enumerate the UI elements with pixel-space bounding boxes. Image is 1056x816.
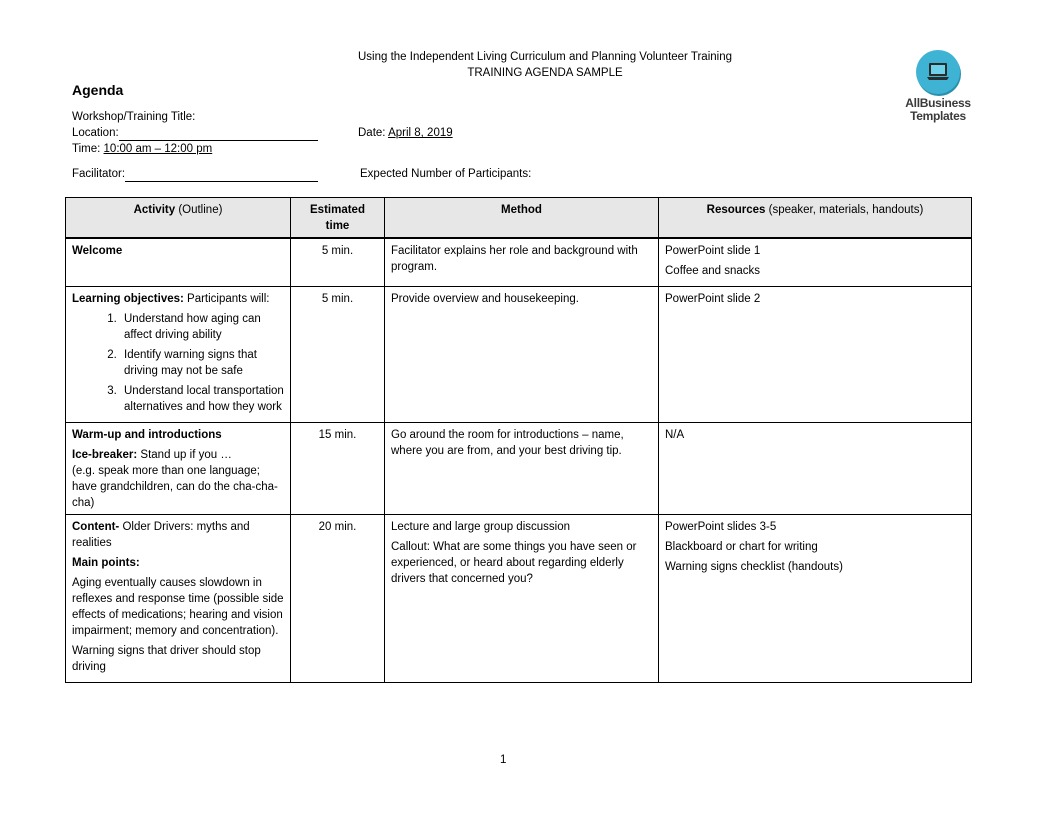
location-blank[interactable] [119,128,318,141]
list-item: 2. Identify warning signs that driving may not be safe [120,347,284,379]
header-estimated-time: Estimated time [291,198,385,239]
page-number: 1 [500,754,507,766]
activity-cell: Warm-up and introductions Ice-breaker: Stand up if you … (e.g. speak more than one language; have grandchildren, can do the cha-cha-cha) [66,423,291,515]
resources-cell: PowerPoint slides 3-5 Blackboard or chart for writing Warning signs checklist (handouts) [659,515,972,683]
agenda-table [65,197,972,683]
location-label: Location: [72,127,119,139]
table-header-row [66,198,972,239]
resources-cell: N/A [659,423,972,515]
method-cell: Go around the room for introductions – name, where you are from, and your best driving tip. [385,423,659,515]
time-cell: 15 min. [291,423,385,515]
objectives-list [72,311,284,415]
method-cell: Facilitator explains her role and background with program. [385,238,659,287]
activity-cell: Welcome [66,238,291,287]
date-value: April 8, 2019 [388,127,453,139]
time-label: Time: [72,143,101,155]
table-row [66,287,972,423]
table-row [66,238,972,287]
workshop-title-label: Workshop/Training Title: [72,111,196,123]
method-cell: Provide overview and housekeeping. [385,287,659,423]
date-field [358,125,453,141]
facilitator-field [72,166,318,182]
date-label: Date: [358,127,386,139]
facilitator-label: Facilitator: [72,168,126,180]
agenda-title: Agenda [72,82,124,98]
time-value: 10:00 am – 12:00 pm [103,143,213,155]
activity-cell: Learning objectives: Participants will: 1. Understand how aging can affect driving ability 2. Identify warning signs that driving may not be safe 3. Understand local transportation alternatives and how they work [66,287,291,423]
table-row [66,515,972,683]
resources-cell: PowerPoint slide 2 [659,287,972,423]
list-item: 1. Understand how aging can affect driving ability [120,311,284,343]
location-field [72,125,318,141]
table-row [66,423,972,515]
time-cell: 20 min. [291,515,385,683]
logo-text-line2: Templates [910,109,966,123]
allbusiness-templates-logo [903,50,973,123]
logo-text-line1: AllBusiness [905,96,971,110]
time-cell: 5 min. [291,238,385,287]
laptop-icon [916,50,960,94]
time-cell: 5 min. [291,287,385,423]
activity-cell: Content- Older Drivers: myths and realities Main points: Aging eventually causes slowdown in reflexes and response time (possible side effects of medications; hearing and vision impairment; memory and concentration). Warning signs that driver should stop driving [66,515,291,683]
method-cell: Lecture and large group discussion Callout: What are some things you have seen or experienced, or heard about regarding elderly drivers that concerned you? [385,515,659,683]
time-field [72,141,212,157]
header-method: Method [385,198,659,239]
participants-label: Expected Number of Participants: [360,168,532,180]
document-header-title: Using the Independent Living Curriculum and Planning Volunteer Training [358,51,732,63]
list-item: 3. Understand local transportation alternatives and how they work [120,383,284,415]
header-resources: Resources (speaker, materials, handouts) [659,198,972,239]
resources-cell: PowerPoint slide 1 Coffee and snacks [659,238,972,287]
facilitator-blank[interactable] [125,169,318,182]
document-header-subtitle: TRAINING AGENDA SAMPLE [467,67,623,79]
header-activity: Activity (Outline) [66,198,291,239]
